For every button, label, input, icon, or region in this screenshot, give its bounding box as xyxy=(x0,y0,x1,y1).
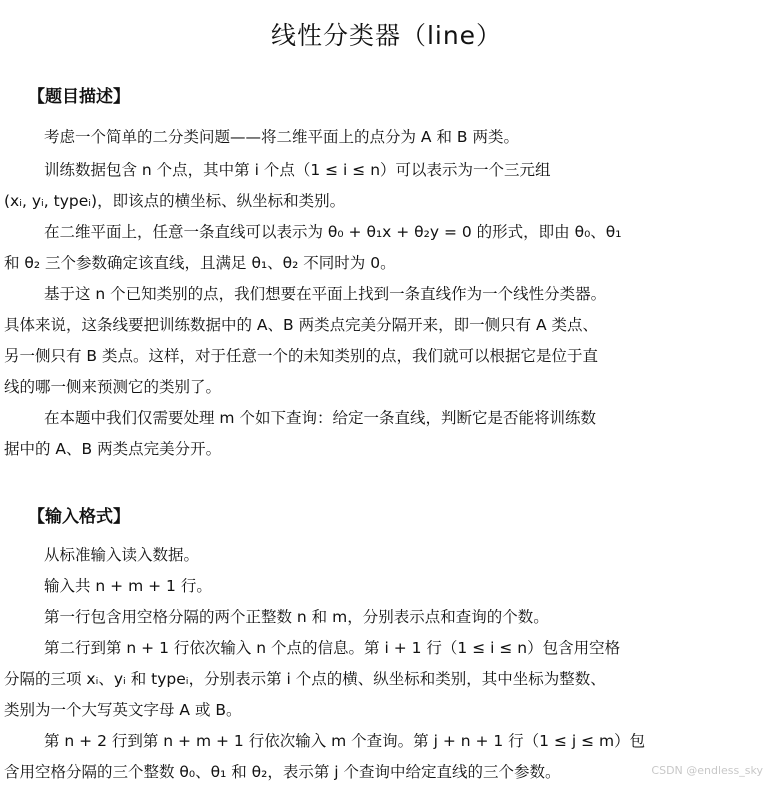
desc-paragraph-2-line-1: 训练数据包含 n 个点，其中第 i 个点（1 ≤ i ≤ n）可以表示为一个三元组 xyxy=(44,161,551,179)
desc-paragraph-2-line-2: (xᵢ, yᵢ, typeᵢ)，即该点的横坐标、纵坐标和类别。 xyxy=(4,192,346,210)
input-paragraph-4-line-2: 分隔的三项 xᵢ、yᵢ 和 typeᵢ，分别表示第 i 个点的横、纵坐标和类别，其中坐标为整数、 xyxy=(4,670,606,688)
desc-paragraph-1: 考虑一个简单的二分类问题——将二维平面上的点分为 A 和 B 两类。 xyxy=(44,128,519,146)
desc-paragraph-3-line-1: 在二维平面上，任意一条直线可以表示为 θ₀ + θ₁x + θ₂y = 0 的形式，即由 θ₀、θ₁ xyxy=(44,223,622,241)
watermark: CSDN @endless_sky xyxy=(651,764,763,777)
desc-paragraph-5-line-2: 据中的 A、B 两类点完美分开。 xyxy=(4,440,222,458)
page-title: 线性分类器（line） xyxy=(270,21,503,50)
input-paragraph-3: 第一行包含用空格分隔的两个正整数 n 和 m，分别表示点和查询的个数。 xyxy=(44,608,549,626)
input-paragraph-1: 从标准输入读入数据。 xyxy=(44,546,200,564)
input-paragraph-5-line-2: 含用空格分隔的三个整数 θ₀、θ₁ 和 θ₂，表示第 j 个查询中给定直线的三个参数。 xyxy=(4,763,561,781)
desc-paragraph-3-line-2: 和 θ₂ 三个参数确定该直线，且满足 θ₁、θ₂ 不同时为 0。 xyxy=(4,254,396,272)
desc-paragraph-4-line-2: 具体来说，这条线要把训练数据中的 A、B 两类点完美分隔开来，即一侧只有 A 类点、 xyxy=(4,316,599,334)
input-paragraph-4-line-3: 类别为一个大写英文字母 A 或 B。 xyxy=(4,701,242,719)
input-paragraph-5-line-1: 第 n + 2 行到第 n + m + 1 行依次输入 m 个查询。第 j + n + 1 行（1 ≤ j ≤ m）包 xyxy=(44,732,646,750)
desc-paragraph-4-line-1: 基于这 n 个已知类别的点，我们想要在平面上找到一条直线作为一个线性分类器。 xyxy=(44,285,607,303)
desc-paragraph-4-line-4: 线的哪一侧来预测它的类别了。 xyxy=(4,378,222,396)
input-paragraph-4-line-1: 第二行到第 n + 1 行依次输入 n 个点的信息。第 i + 1 行（1 ≤ i ≤ n）包含用空格 xyxy=(44,639,621,657)
input-paragraph-2: 输入共 n + m + 1 行。 xyxy=(44,577,212,595)
input-format-heading: 【输入格式】 xyxy=(28,507,130,527)
description-heading: 【题目描述】 xyxy=(28,87,130,107)
desc-paragraph-4-line-3: 另一侧只有 B 类点。这样，对于任意一个的未知类别的点，我们就可以根据它是位于直 xyxy=(4,347,598,365)
desc-paragraph-5-line-1: 在本题中我们仅需要处理 m 个如下查询：给定一条直线，判断它是否能将训练数 xyxy=(44,409,596,427)
